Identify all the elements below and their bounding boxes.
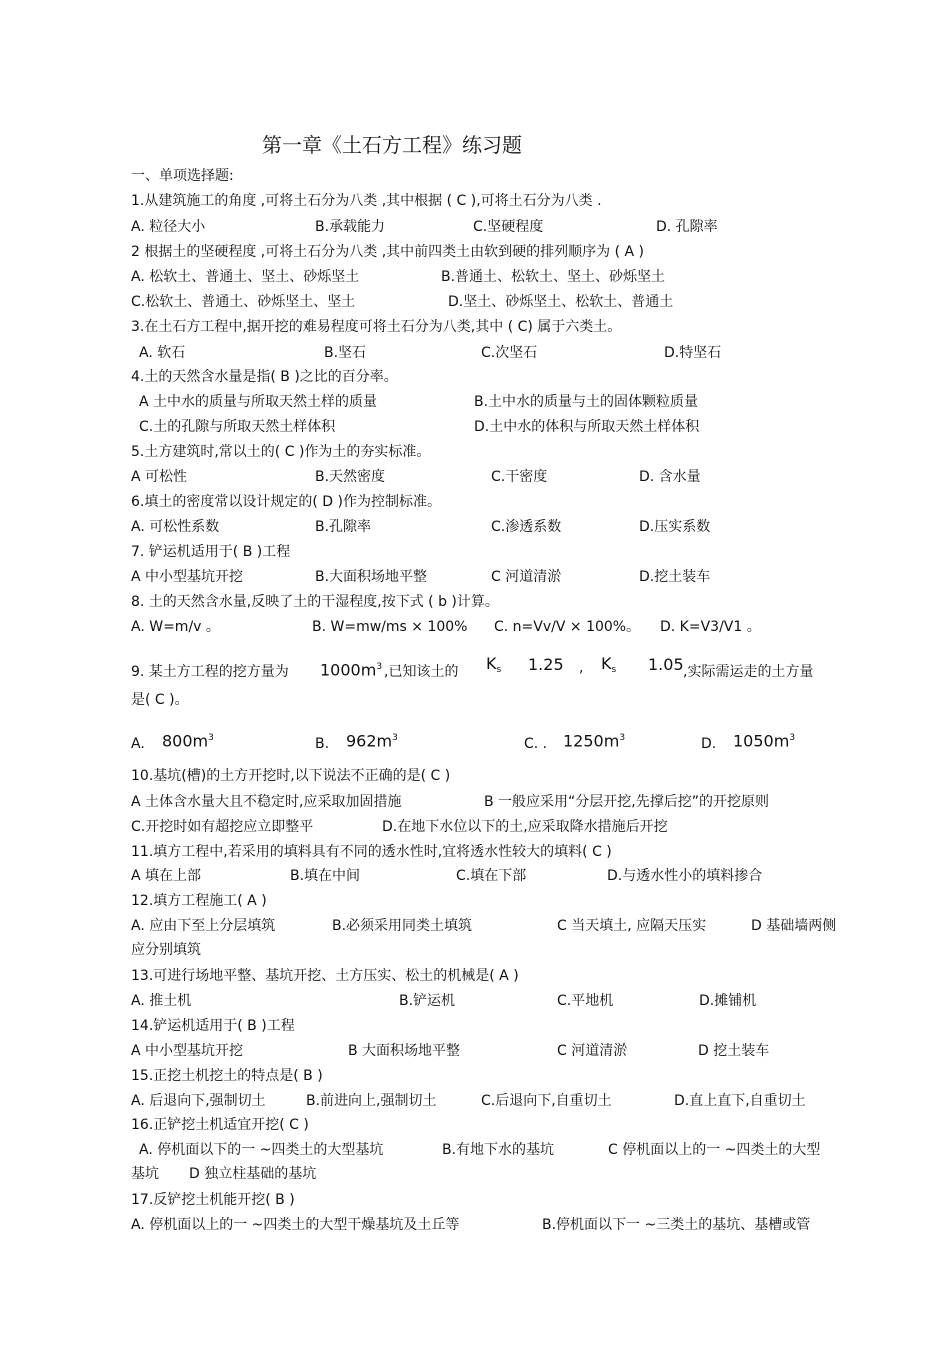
question-3-option-d: D.特坚石 xyxy=(664,345,722,361)
question-12-option-b: B.必须采用同类土填筑 xyxy=(332,918,473,934)
question-9-option-a-value: $800m^3$ xyxy=(162,731,214,751)
question-13-option-a: A. 推土机 xyxy=(131,993,192,1009)
question-10-option-a: A 土体含水量大且不稳定时,应采取加固措施 xyxy=(131,794,402,810)
question-14-stem: 14.铲运机适用于( B )工程 xyxy=(131,1018,295,1034)
question-17-stem: 17.反铲挖土机能开挖( B ) xyxy=(131,1192,295,1208)
question-1-option-a: A. 粒径大小 xyxy=(131,219,206,235)
question-12-option-a: A. 应由下至上分层填筑 xyxy=(131,918,276,934)
question-4-option-c: C.土的孔隙与所取天然土样体积 xyxy=(139,419,336,435)
question-15-stem: 15.正挖土机挖土的特点是( B ) xyxy=(131,1068,323,1084)
question-11-stem: 11.填方工程中,若采用的填料具有不同的透水性时,宜将透水性较大的填料( C ) xyxy=(131,844,612,860)
question-10-option-c: C.开挖时如有超挖应立即整平 xyxy=(131,819,314,835)
question-8-option-d: D. K=V3/V1 。 xyxy=(660,619,761,635)
question-12-stem: 12.填方工程施工( A ) xyxy=(131,893,267,909)
question-11-option-b: B.填在中间 xyxy=(290,868,361,884)
question-6-option-c: C.渗透系数 xyxy=(491,519,562,535)
question-3-option-b: B.坚石 xyxy=(324,345,367,361)
question-9-known-text: ,已知该土的 xyxy=(384,664,459,680)
question-9-option-d-value: $1050m^3$ xyxy=(733,731,796,751)
question-2-option-a: A. 松软土、普通土、坚土、砂烁坚土 xyxy=(131,269,360,285)
question-15-option-d: D.直上直下,自重切土 xyxy=(674,1093,806,1109)
question-9-volume: $1000m^3$ xyxy=(320,660,383,680)
question-8-option-c: C. n=Vv/V × 100%。 xyxy=(494,619,641,635)
question-16-stem: 16.正铲挖土机适宜开挖( C ) xyxy=(131,1117,309,1133)
question-16-option-d: D 独立柱基础的基坑 xyxy=(189,1166,317,1182)
question-11-option-c: C.填在下部 xyxy=(456,868,527,884)
question-8-option-a: A. W=m/v 。 xyxy=(131,619,220,635)
question-9-option-b-label: B. xyxy=(315,736,330,752)
question-10-stem: 10.基坑(槽)的土方开挖时,以下说法不正确的是( C ) xyxy=(131,768,451,784)
question-5-stem: 5.土方建筑时,常以土的( C )作为土的夯实标准。 xyxy=(131,444,431,460)
question-13-option-c: C.平地机 xyxy=(557,993,614,1009)
question-16-option-b: B.有地下水的基坑 xyxy=(442,1142,555,1158)
question-6-stem: 6.填土的密度常以设计规定的( D )作为控制标准。 xyxy=(131,494,441,510)
question-7-option-d: D.挖土装车 xyxy=(639,569,711,585)
question-1-option-d: D. 孔隙率 xyxy=(656,219,718,235)
question-13-stem: 13.可进行场地平整、基坑开挖、土方压实、松土的机械是( A ) xyxy=(131,968,519,984)
question-9-option-a-label: A. xyxy=(131,736,145,752)
question-9-stem-line2: 是( C )。 xyxy=(131,692,189,708)
question-5-option-d: D. 含水量 xyxy=(639,469,701,485)
question-11-option-d: D.与透水性小的填料掺合 xyxy=(607,868,763,884)
question-2-stem: 2 根据土的坚硬程度 ,可将土石分为八类 ,其中前四类土由软到硬的排列顺序为 ( A ) xyxy=(131,244,645,260)
question-17-option-a: A. 停机面以上的一 ~四类土的大型干燥基坑及土丘等 xyxy=(131,1217,460,1233)
section-heading: 一、单项选择题: xyxy=(131,168,234,184)
question-15-option-a: A. 后退向下,强制切土 xyxy=(131,1093,266,1109)
question-12-option-c: C 当天填土, 应隔天压实 xyxy=(557,918,707,934)
question-9-option-c-label: C. . xyxy=(524,736,548,752)
question-16-option-a: A. 停机面以下的一 ~四类土的大型基坑 xyxy=(139,1142,384,1158)
question-13-option-d: D.摊铺机 xyxy=(699,993,757,1009)
question-10-option-b: B 一般应采用“分层开挖,先撑后挖”的开挖原则 xyxy=(484,794,770,810)
question-3-option-a: A. 软石 xyxy=(139,345,186,361)
question-7-option-c: C 河道清淤 xyxy=(491,569,562,585)
page-title: 第一章《土石方工程》练习题 xyxy=(262,133,522,157)
question-11-option-a: A 填在上部 xyxy=(131,868,202,884)
question-9-stem-end: ,实际需运走的土方量 xyxy=(683,664,814,680)
question-6-option-a: A. 可松性系数 xyxy=(131,519,220,535)
question-3-option-c: C.次坚石 xyxy=(481,345,538,361)
question-5-option-b: B.天然密度 xyxy=(315,469,386,485)
question-9-ks-symbol: $K_s$ xyxy=(486,654,502,675)
question-12-option-d: D 基础墙两侧 xyxy=(751,918,837,934)
question-6-option-d: D.压实系数 xyxy=(639,519,711,535)
question-9-option-c-value: $1250m^3$ xyxy=(563,731,626,751)
question-5-option-c: C.干密度 xyxy=(491,469,548,485)
question-5-option-a: A 可松性 xyxy=(131,469,188,485)
question-9-comma: , xyxy=(579,660,584,676)
question-7-stem: 7. 铲运机适用于( B )工程 xyxy=(131,544,291,560)
question-1-option-b: B.承载能力 xyxy=(315,219,386,235)
question-12-option-d-continued: 应分别填筑 xyxy=(131,942,201,958)
question-13-option-b: B.铲运机 xyxy=(399,993,456,1009)
question-9-option-d-label: D. xyxy=(701,736,717,752)
question-9-ks-value: 1.25 xyxy=(528,655,564,674)
question-3-stem: 3.在土石方工程中,据开挖的难易程度可将土石分为八类,其中 ( C) 属于六类土。 xyxy=(131,319,622,335)
question-14-option-b: B 大面积场地平整 xyxy=(348,1043,461,1059)
question-9-stem-start: 9. 某土方工程的挖方量为 xyxy=(131,664,289,680)
question-7-option-a: A 中小型基坑开挖 xyxy=(131,569,244,585)
question-9-option-b-value: $962m^3$ xyxy=(346,731,398,751)
question-15-option-c: C.后退向下,自重切土 xyxy=(481,1093,612,1109)
question-6-option-b: B.孔隙率 xyxy=(315,519,372,535)
question-14-option-a: A 中小型基坑开挖 xyxy=(131,1043,244,1059)
question-2-option-c: C.松软土、普通土、砂烁坚土、坚土 xyxy=(131,294,356,310)
question-4-option-d: D.土中水的体积与所取天然土样体积 xyxy=(474,419,700,435)
question-10-option-d: D.在地下水位以下的土,应采取降水措施后开挖 xyxy=(382,819,668,835)
question-7-option-b: B.大面积场地平整 xyxy=(315,569,428,585)
question-4-option-b: B.土中水的质量与土的固体颗粒质量 xyxy=(474,394,699,410)
question-9-ks2-value: 1.05 xyxy=(648,655,684,674)
question-2-option-d: D.坚土、砂烁坚土、松软土、普通土 xyxy=(448,294,674,310)
question-16-option-c-continued: 基坑 xyxy=(131,1166,159,1182)
question-17-option-b: B.停机面以下一 ~三类土的基坑、基槽或管 xyxy=(542,1217,811,1233)
question-2-option-b: B.普通土、松软土、坚土、砂烁坚土 xyxy=(441,269,666,285)
question-4-option-a: A 土中水的质量与所取天然土样的质量 xyxy=(139,394,378,410)
question-8-option-b: B. W=mw/ms × 100% xyxy=(312,619,468,635)
question-1-stem: 1.从建筑施工的角度 ,可将土石分为八类 ,其中根据 ( C ),可将土石分为八类 . xyxy=(131,193,602,209)
question-1-option-c: C.坚硬程度 xyxy=(473,219,544,235)
question-15-option-b: B.前进向上,强制切土 xyxy=(306,1093,437,1109)
question-14-option-c: C 河道清淤 xyxy=(557,1043,628,1059)
question-8-stem: 8. 土的天然含水量,反映了土的干湿程度,按下式 ( b )计算。 xyxy=(131,594,499,610)
question-14-option-d: D 挖土装车 xyxy=(698,1043,770,1059)
question-9-ks2-symbol: $K_s$ xyxy=(601,654,617,675)
question-4-stem: 4.土的天然含水量是指( B )之比的百分率。 xyxy=(131,369,398,385)
question-16-option-c: C 停机面以上的一 ~四类土的大型 xyxy=(608,1142,821,1158)
